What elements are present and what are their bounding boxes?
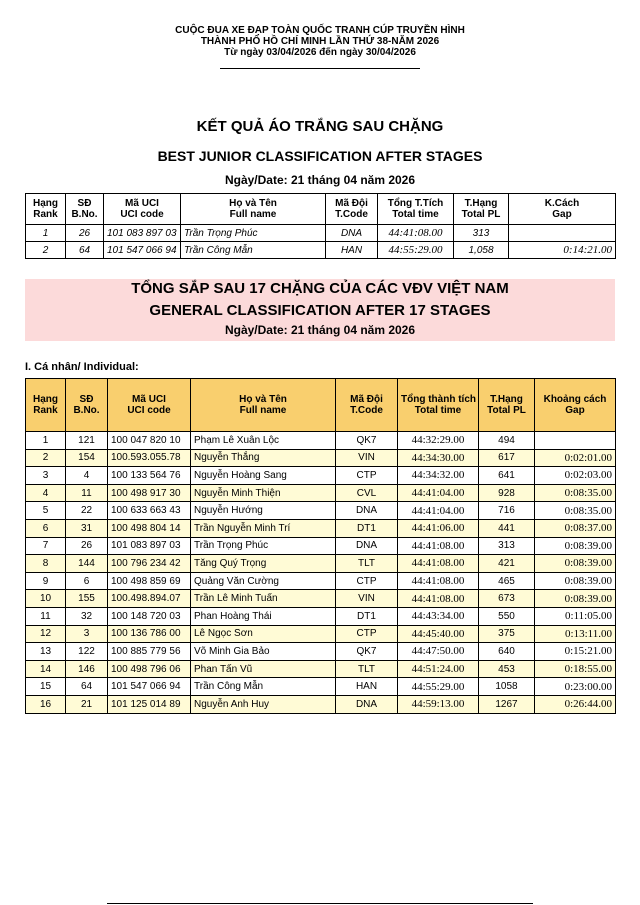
cell-uci: 100 796 234 42 <box>108 555 191 573</box>
cell-pl: 441 <box>479 519 535 537</box>
cell-name: Phan Tấn Vũ <box>191 660 336 678</box>
cell-time: 44:43:34.00 <box>398 607 479 625</box>
cell-rank: 16 <box>26 695 66 713</box>
cell-pl: 673 <box>479 590 535 608</box>
cell-uci: 100.593.055.78 <box>108 449 191 467</box>
col-uci: Mã UCI UCI code <box>108 379 191 432</box>
cell-pl: 1058 <box>479 678 535 696</box>
cell-name: Phạm Lê Xuân Lộc <box>191 432 336 450</box>
table-row <box>26 625 616 643</box>
cell-gap: 0:08:39.00 <box>535 555 616 573</box>
cell-uci: 101 547 066 94 <box>104 242 181 259</box>
cell-bib: 6 <box>66 572 108 590</box>
cell-name: Nguyễn Minh Thiện <box>191 484 336 502</box>
cell-time: 44:34:30.00 <box>398 449 479 467</box>
cell-rank: 13 <box>26 643 66 661</box>
cell-bib: 21 <box>66 695 108 713</box>
cell-uci: 100 498 804 14 <box>108 519 191 537</box>
table-row <box>26 678 616 696</box>
col-gap: Khoảng cách Gap <box>535 379 616 432</box>
cell-gap <box>509 225 616 242</box>
col-pl: T.Hạng Total PL <box>454 194 509 225</box>
cell-name: Nguyễn Hướng <box>191 502 336 520</box>
cell-rank: 1 <box>26 432 66 450</box>
cell-pl: 313 <box>454 225 509 242</box>
col-name: Họ và Tên Full name <box>191 379 336 432</box>
cell-gap: 0:08:37.00 <box>535 519 616 537</box>
cell-team: VIN <box>336 590 398 608</box>
cell-rank: 4 <box>26 484 66 502</box>
cell-bib: 64 <box>66 678 108 696</box>
cell-name: Tăng Quý Trọng <box>191 555 336 573</box>
event-subtitle: THÀNH PHỐ HỒ CHÍ MINH LẦN THỨ 38-NĂM 2026 <box>200 36 440 47</box>
cell-time: 44:41:08.00 <box>398 537 479 555</box>
cell-uci: 101 083 897 03 <box>108 537 191 555</box>
event-title: CUỘC ĐUA XE ĐẠP TOÀN QUỐC TRANH CÚP TRUYỀN HÌNH <box>175 25 465 36</box>
general-title-en: GENERAL CLASSIFICATION AFTER 17 STAGES <box>149 302 491 319</box>
general-title-vi: TỔNG SẮP SAU 17 CHẶNG CỦA CÁC VĐV VIỆT NAM <box>131 280 509 297</box>
cell-name: Phan Hoàng Thái <box>191 607 336 625</box>
event-dates: Từ ngày 03/04/2026 đến ngày 30/04/2026 <box>224 47 416 58</box>
cell-uci: 101 125 014 89 <box>108 695 191 713</box>
table-row <box>26 695 616 713</box>
general-header-row <box>26 379 616 432</box>
cell-time: 44:55:29.00 <box>378 242 454 259</box>
cell-time: 44:34:32.00 <box>398 467 479 485</box>
col-time: Tổng T.Tích Total time <box>378 194 454 225</box>
cell-rank: 14 <box>26 660 66 678</box>
cell-rank: 9 <box>26 572 66 590</box>
col-uci: Mã UCI UCI code <box>104 194 181 225</box>
table-row <box>26 519 616 537</box>
cell-gap: 0:13:11.00 <box>535 625 616 643</box>
header-divider <box>220 68 420 69</box>
cell-name: Lê Ngọc Sơn <box>191 625 336 643</box>
cell-pl: 641 <box>479 467 535 485</box>
col-time: Tổng thành tích Total time <box>398 379 479 432</box>
junior-table <box>25 193 616 259</box>
cell-team: QK7 <box>336 432 398 450</box>
col-gap: K.Cách Gap <box>509 194 616 225</box>
col-team: Mã Đội T.Code <box>336 379 398 432</box>
table-row <box>26 660 616 678</box>
cell-uci: 100 498 859 69 <box>108 572 191 590</box>
cell-team: DNA <box>336 537 398 555</box>
col-rank: Hạng Rank <box>26 379 66 432</box>
cell-gap <box>535 432 616 450</box>
cell-rank: 15 <box>26 678 66 696</box>
cell-team: VIN <box>336 449 398 467</box>
cell-bib: 22 <box>66 502 108 520</box>
cell-gap: 0:08:39.00 <box>535 590 616 608</box>
cell-team: TLT <box>336 660 398 678</box>
junior-rows <box>26 225 616 259</box>
cell-team: CVL <box>336 484 398 502</box>
cell-gap: 0:15:21.00 <box>535 643 616 661</box>
cell-time: 44:45:40.00 <box>398 625 479 643</box>
cell-team: CTP <box>336 572 398 590</box>
table-row <box>26 643 616 661</box>
cell-bib: 144 <box>66 555 108 573</box>
cell-team: DT1 <box>336 519 398 537</box>
table-row <box>26 607 616 625</box>
table-row <box>26 242 616 259</box>
cell-time: 44:32:29.00 <box>398 432 479 450</box>
cell-team: HAN <box>336 678 398 696</box>
col-bib: SĐ B.No. <box>66 194 104 225</box>
col-name: Họ và Tên Full name <box>181 194 326 225</box>
cell-time: 44:41:04.00 <box>398 502 479 520</box>
cell-time: 44:41:06.00 <box>398 519 479 537</box>
cell-team: DNA <box>326 225 378 242</box>
cell-gap: 0:18:55.00 <box>535 660 616 678</box>
cell-gap: 0:02:01.00 <box>535 449 616 467</box>
junior-date: Ngày/Date: 21 tháng 04 năm 2026 <box>224 173 416 187</box>
cell-rank: 2 <box>26 449 66 467</box>
section-label: I. Cá nhân/ Individual: <box>25 361 139 373</box>
cell-pl: 313 <box>479 537 535 555</box>
cell-pl: 375 <box>479 625 535 643</box>
cell-pl: 465 <box>479 572 535 590</box>
cell-time: 44:41:08.00 <box>398 555 479 573</box>
cell-rank: 10 <box>26 590 66 608</box>
cell-time: 44:55:29.00 <box>398 678 479 696</box>
cell-uci: 100 136 786 00 <box>108 625 191 643</box>
cell-bib: 121 <box>66 432 108 450</box>
cell-pl: 550 <box>479 607 535 625</box>
cell-time: 44:41:04.00 <box>398 484 479 502</box>
cell-pl: 453 <box>479 660 535 678</box>
cell-uci: 100 047 820 10 <box>108 432 191 450</box>
cell-pl: 928 <box>479 484 535 502</box>
cell-gap: 0:23:00.00 <box>535 678 616 696</box>
cell-pl: 494 <box>479 432 535 450</box>
cell-bib: 26 <box>66 537 108 555</box>
cell-uci: 100 885 779 56 <box>108 643 191 661</box>
cell-name: Trần Lê Minh Tuấn <box>191 590 336 608</box>
general-date: Ngày/Date: 21 tháng 04 năm 2026 <box>224 323 416 337</box>
cell-rank: 1 <box>26 225 66 242</box>
cell-time: 44:41:08.00 <box>398 590 479 608</box>
table-row <box>26 537 616 555</box>
cell-gap: 0:02:03.00 <box>535 467 616 485</box>
cell-time: 44:41:08.00 <box>398 572 479 590</box>
cell-gap: 0:08:35.00 <box>535 484 616 502</box>
cell-name: Võ Minh Gia Bảo <box>191 643 336 661</box>
col-rank: Hạng Rank <box>26 194 66 225</box>
cell-bib: 155 <box>66 590 108 608</box>
cell-bib: 4 <box>66 467 108 485</box>
cell-uci: 100 148 720 03 <box>108 607 191 625</box>
cell-pl: 640 <box>479 643 535 661</box>
cell-time: 44:41:08.00 <box>378 225 454 242</box>
cell-bib: 64 <box>66 242 104 259</box>
cell-rank: 2 <box>26 242 66 259</box>
table-row <box>26 572 616 590</box>
general-table <box>25 378 616 714</box>
cell-bib: 31 <box>66 519 108 537</box>
cell-team: QK7 <box>336 643 398 661</box>
table-row <box>26 502 616 520</box>
cell-bib: 3 <box>66 625 108 643</box>
table-row <box>26 555 616 573</box>
cell-gap: 0:08:39.00 <box>535 572 616 590</box>
cell-rank: 8 <box>26 555 66 573</box>
cell-name: Trần Công Mẫn <box>181 242 326 259</box>
cell-uci: 101 547 066 94 <box>108 678 191 696</box>
junior-title-en: BEST JUNIOR CLASSIFICATION AFTER STAGES <box>157 148 483 164</box>
table-row <box>26 449 616 467</box>
cell-pl: 716 <box>479 502 535 520</box>
cell-name: Quảng Văn Cường <box>191 572 336 590</box>
cell-bib: 146 <box>66 660 108 678</box>
cell-name: Nguyễn Hoàng Sang <box>191 467 336 485</box>
cell-name: Trần Trọng Phúc <box>181 225 326 242</box>
cell-team: CTP <box>336 467 398 485</box>
cell-uci: 100 498 796 06 <box>108 660 191 678</box>
cell-uci: 100.498.894.07 <box>108 590 191 608</box>
cell-uci: 100 633 663 43 <box>108 502 191 520</box>
cell-gap: 0:14:21.00 <box>509 242 616 259</box>
cell-rank: 12 <box>26 625 66 643</box>
cell-name: Nguyễn Anh Huy <box>191 695 336 713</box>
cell-team: CTP <box>336 625 398 643</box>
table-row <box>26 432 616 450</box>
cell-rank: 11 <box>26 607 66 625</box>
cell-time: 44:51:24.00 <box>398 660 479 678</box>
cell-team: DNA <box>336 502 398 520</box>
cell-rank: 6 <box>26 519 66 537</box>
cell-pl: 421 <box>479 555 535 573</box>
cell-bib: 26 <box>66 225 104 242</box>
table-row <box>26 225 616 242</box>
cell-bib: 32 <box>66 607 108 625</box>
cell-gap: 0:08:39.00 <box>535 537 616 555</box>
cell-team: TLT <box>336 555 398 573</box>
cell-uci: 100 133 564 76 <box>108 467 191 485</box>
cell-rank: 3 <box>26 467 66 485</box>
cell-name: Nguyễn Thắng <box>191 449 336 467</box>
cell-team: DT1 <box>336 607 398 625</box>
footer-divider <box>107 903 533 904</box>
cell-uci: 100 498 917 30 <box>108 484 191 502</box>
cell-gap: 0:11:05.00 <box>535 607 616 625</box>
cell-time: 44:59:13.00 <box>398 695 479 713</box>
general-rows <box>26 432 616 714</box>
cell-rank: 5 <box>26 502 66 520</box>
junior-title-vi: KẾT QUẢ ÁO TRẮNG SAU CHẶNG <box>196 118 444 135</box>
table-row <box>26 484 616 502</box>
junior-header-row <box>26 194 616 225</box>
col-pl: T.Hạng Total PL <box>479 379 535 432</box>
cell-team: DNA <box>336 695 398 713</box>
table-row <box>26 467 616 485</box>
cell-pl: 1267 <box>479 695 535 713</box>
cell-time: 44:47:50.00 <box>398 643 479 661</box>
cell-name: Trần Nguyễn Minh Trí <box>191 519 336 537</box>
col-team: Mã Đội T.Code <box>326 194 378 225</box>
cell-rank: 7 <box>26 537 66 555</box>
table-row <box>26 590 616 608</box>
cell-uci: 101 083 897 03 <box>104 225 181 242</box>
cell-name: Trần Trọng Phúc <box>191 537 336 555</box>
cell-bib: 11 <box>66 484 108 502</box>
col-bib: SĐ B.No. <box>66 379 108 432</box>
cell-gap: 0:26:44.00 <box>535 695 616 713</box>
cell-gap: 0:08:35.00 <box>535 502 616 520</box>
cell-team: HAN <box>326 242 378 259</box>
cell-pl: 617 <box>479 449 535 467</box>
cell-bib: 122 <box>66 643 108 661</box>
cell-bib: 154 <box>66 449 108 467</box>
cell-pl: 1,058 <box>454 242 509 259</box>
cell-name: Trần Công Mẫn <box>191 678 336 696</box>
